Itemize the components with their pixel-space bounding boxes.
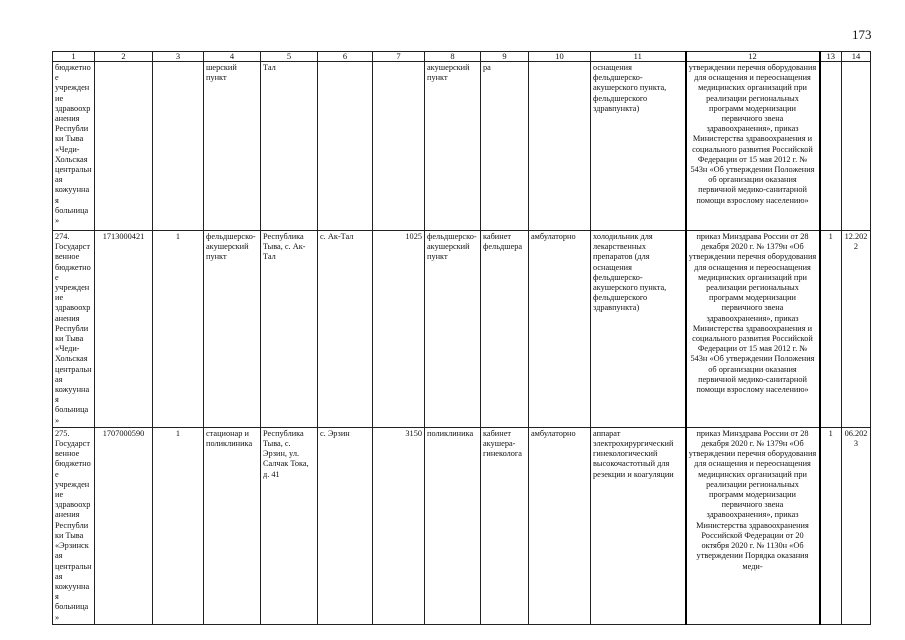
header-cell: 4 — [204, 52, 261, 62]
page-number: 173 — [852, 27, 872, 42]
header-cell: 11 — [591, 52, 686, 62]
department-cell: поликлиника — [425, 427, 481, 624]
count-cell — [153, 62, 204, 231]
code-cell — [95, 62, 153, 231]
count-cell: 1 — [153, 231, 204, 428]
settlement-cell: с. Ак-Тал — [318, 231, 373, 428]
address-cell: Тал — [261, 62, 318, 231]
date-cell: 12.2022 — [842, 231, 871, 428]
header-cell: 2 — [95, 52, 153, 62]
table-row — [53, 62, 871, 231]
header-cell: 5 — [261, 52, 318, 62]
room-cell: кабинет фельдшера — [481, 231, 529, 428]
equipment-cell: холодильник для лекарственных препаратов (для оснащения фельдшерско-акушерского пункта, фельдшерского здравпункта) — [591, 231, 686, 428]
care-mode-cell: амбулаторно — [529, 231, 591, 428]
quantity-cell: 1 — [820, 427, 842, 624]
unit-type-cell: шерский пункт — [204, 62, 261, 231]
quantity-cell — [820, 62, 842, 231]
care-mode-cell — [529, 62, 591, 231]
header-cell: 14 — [842, 52, 871, 62]
room-cell: ра — [481, 62, 529, 231]
header-cell: 8 — [425, 52, 481, 62]
institution-cell: 275. Государственное бюджетное учреждение здравоохранения Республики Тыва «Эрзинская центральная кожуунная больница» — [53, 427, 95, 624]
address-cell: Республика Тыва, с. Ак-Тал — [261, 231, 318, 428]
unit-type-cell: стационар и поликлиника — [204, 427, 261, 624]
header-cell: 10 — [529, 52, 591, 62]
legal-basis-cell: приказ Минздрава России от 28 декабря 2020 г. № 1379н «Об утверждении перечня оборудования для оснащения и переоснащения медицинских организаций при реализации региональных программ модернизации первичного звена здравоохранения», приказ Министерства здравоохранения Российской Федерации от 20 октября 2020 г. № 1130н «Об утверждении Порядка оказания меди- — [686, 427, 820, 624]
equipment-cell: оснащения фельдшерско-акушерского пункта, фельдшерского здравпункта) — [591, 62, 686, 231]
date-cell: 06.2023 — [842, 427, 871, 624]
table-row — [53, 427, 871, 624]
population-cell — [373, 62, 425, 231]
department-cell: акушерский пункт — [425, 62, 481, 231]
header-cell: 3 — [153, 52, 204, 62]
quantity-cell: 1 — [820, 231, 842, 428]
room-cell: кабинет акушера-гинеколога — [481, 427, 529, 624]
settlement-cell: с. Эрзин — [318, 427, 373, 624]
institution-cell: бюджетное учреждение здравоохранения Республики Тыва «Чеди-Хольская центральная кожуунная больница» — [53, 62, 95, 231]
equipment-cell: аппарат электрохирургический гинекологический высокочастотный для резекции и коагуляции — [591, 427, 686, 624]
date-cell — [842, 62, 871, 231]
institution-cell: 274. Государственное бюджетное учреждение здравоохранения Республики Тыва «Чеди-Хольская центральная кожуунная больница» — [53, 231, 95, 428]
address-cell: Республика Тыва, с. Эрзин, ул. Салчак Тока, д. 41 — [261, 427, 318, 624]
count-cell: 1 — [153, 427, 204, 624]
unit-type-cell: фельдшерско-акушерский пункт — [204, 231, 261, 428]
header-row — [53, 52, 871, 62]
code-cell: 1713000421 — [95, 231, 153, 428]
header-cell: 7 — [373, 52, 425, 62]
population-cell: 3150 — [373, 427, 425, 624]
care-mode-cell: амбулаторно — [529, 427, 591, 624]
header-cell: 12 — [686, 52, 820, 62]
header-cell: 9 — [481, 52, 529, 62]
population-cell: 1025 — [373, 231, 425, 428]
equipment-table — [52, 51, 871, 625]
header-cell: 6 — [318, 52, 373, 62]
header-cell: 13 — [820, 52, 842, 62]
header-cell: 1 — [53, 52, 95, 62]
legal-basis-cell: утверждении перечня оборудования для оснащения и переоснащения медицинских организаций при реализации региональных программ модернизации первичного звена здравоохранения», приказ Министерства здравоохранения и социального развития Российской Федерации от 15 мая 2012 г. № 543н «Об утверждении Положения об организации оказания первичной медико-санитарной помощи взрослому населению» — [686, 62, 820, 231]
code-cell: 1707000590 — [95, 427, 153, 624]
table-row — [53, 231, 871, 428]
legal-basis-cell: приказ Минздрава России от 28 декабря 2020 г. № 1379н «Об утверждении перечня оборудования для оснащения и переоснащения медицинских организаций при реализации региональных программ модернизации первичного звена здравоохранения», приказ Министерства здравоохранения и социального развития Российской Федерации от 15 мая 2012 г. № 543н «Об утверждении Положения об организации оказания первичной медико-санитарной помощи взрослому населению» — [686, 231, 820, 428]
settlement-cell — [318, 62, 373, 231]
department-cell: фельдшерско-акушерский пункт — [425, 231, 481, 428]
